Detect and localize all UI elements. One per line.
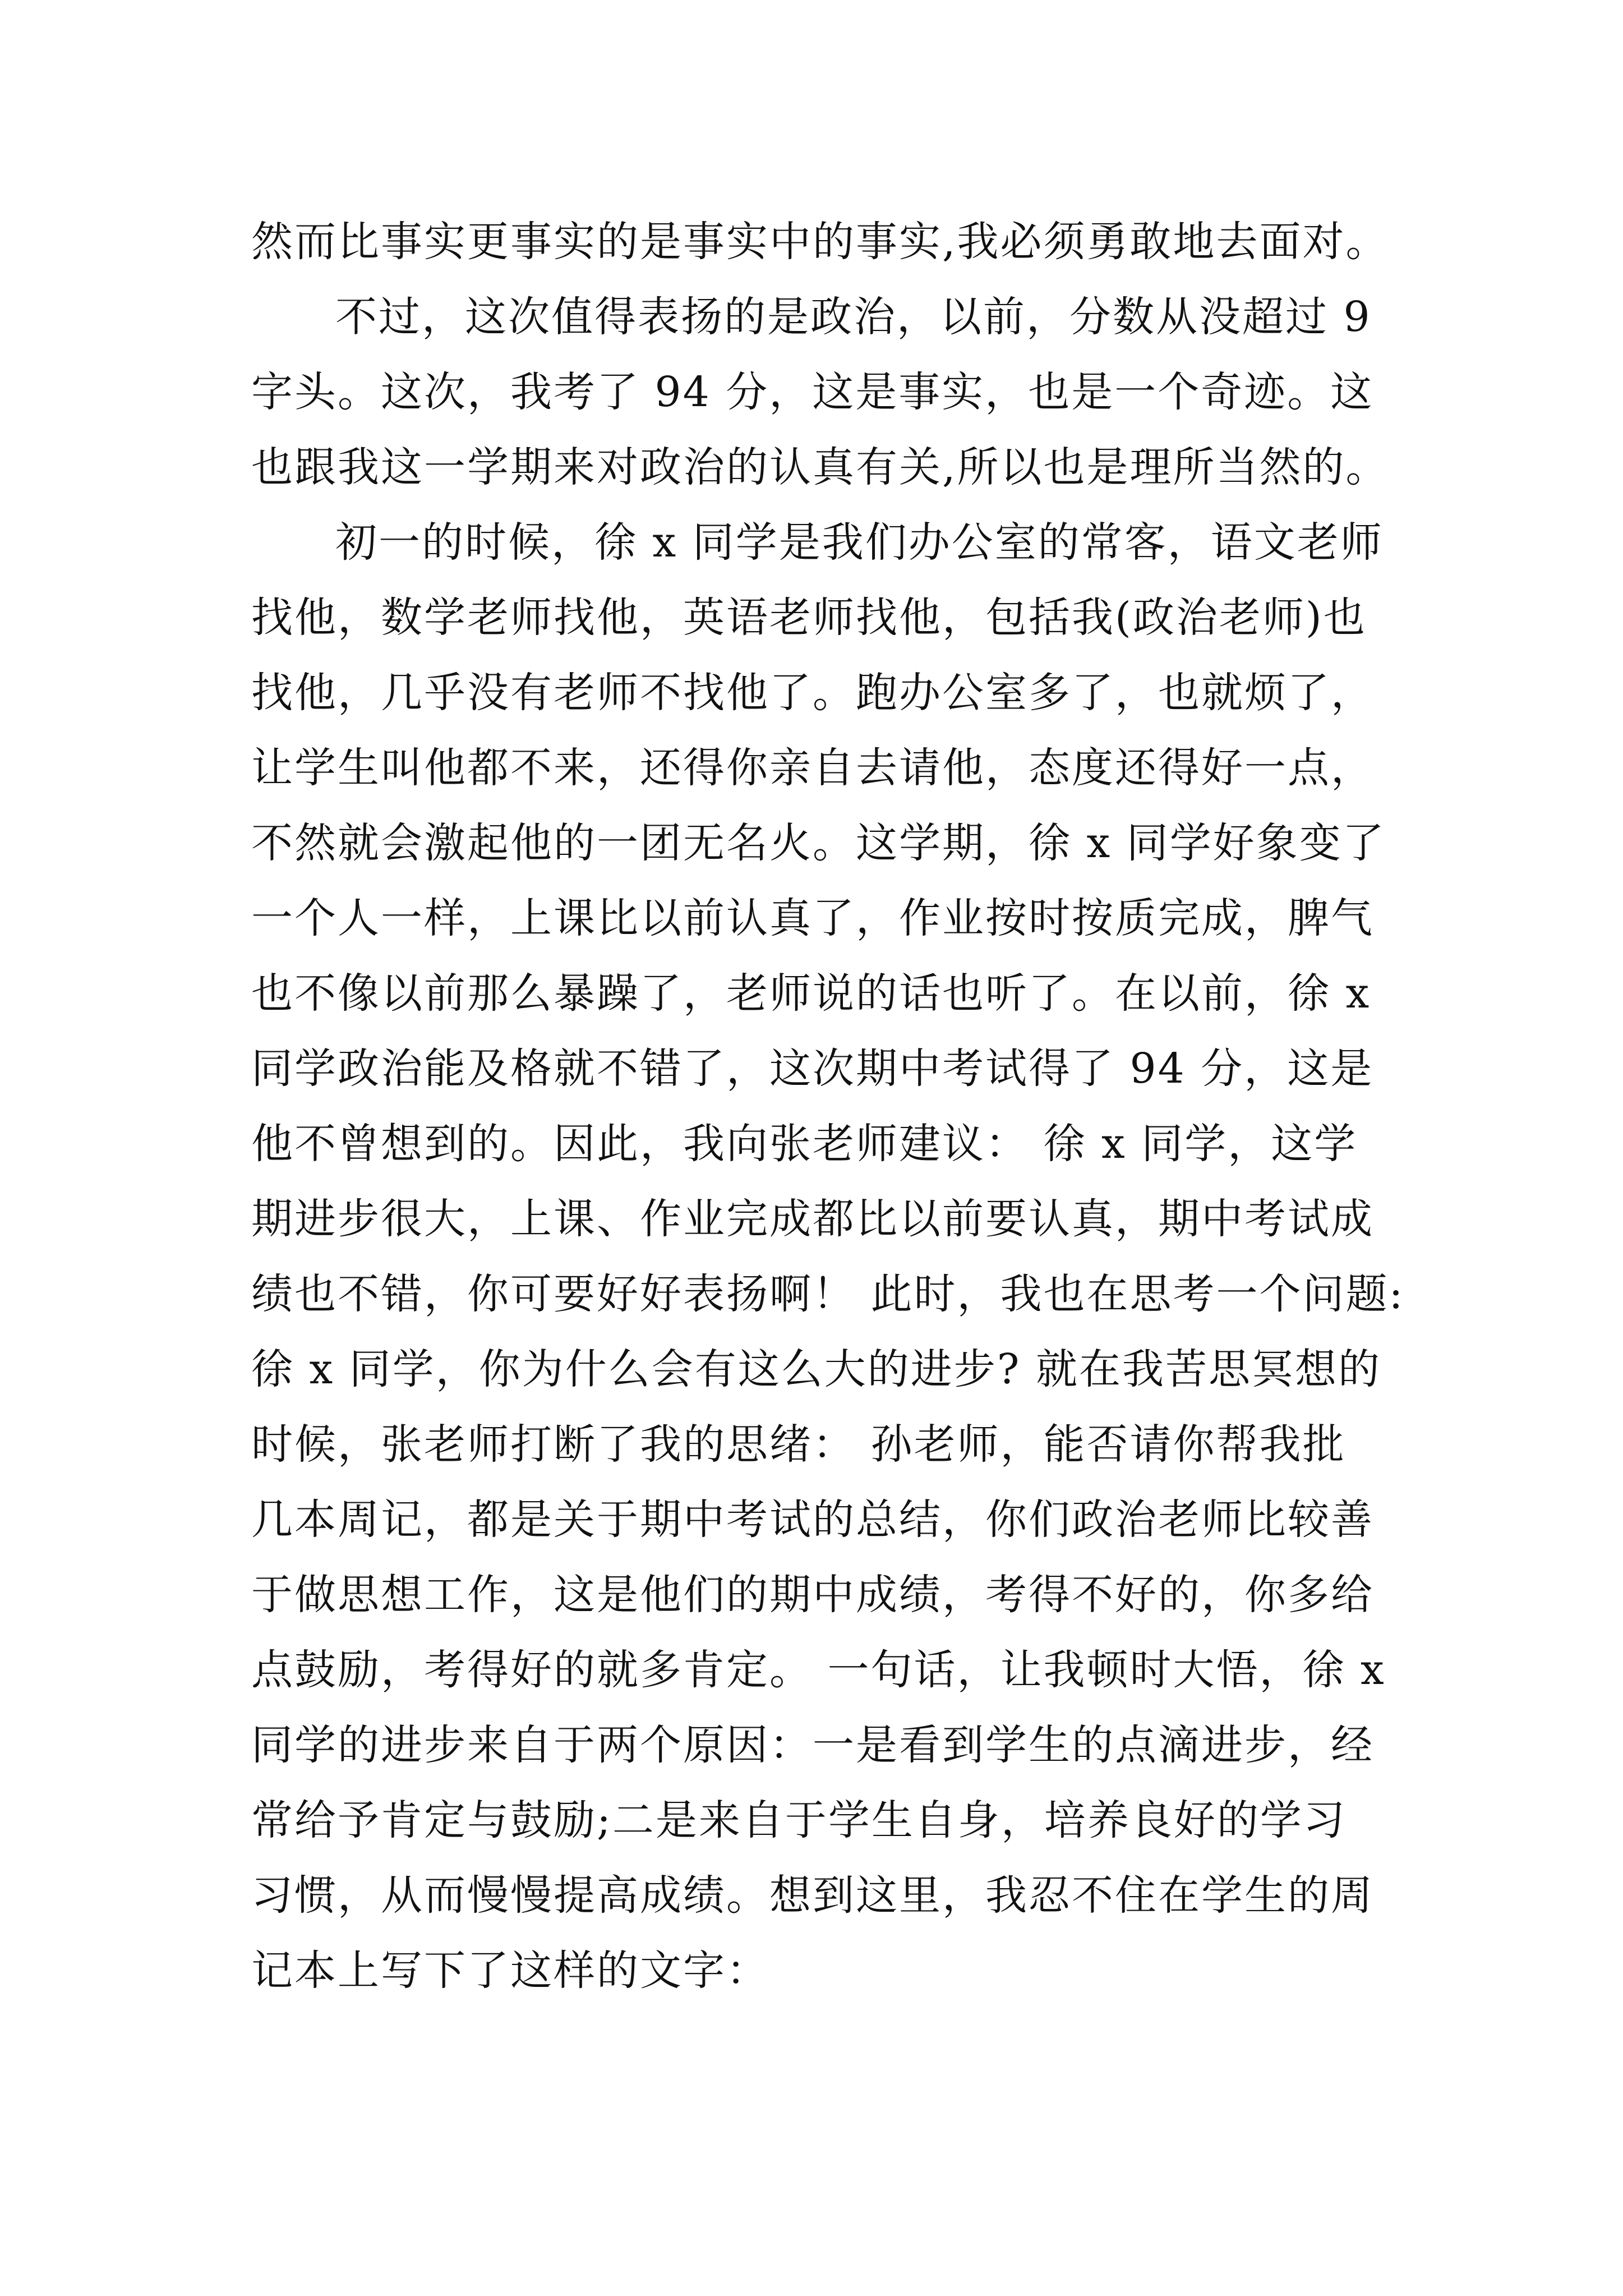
- text-line: 找他，数学老师找他，英语老师找他，包括我(政治老师)也: [251, 593, 1367, 642]
- text-line: 习惯，从而慢慢提高成绩。想到这里，我忍不住在学生的周: [251, 1871, 1374, 1920]
- text-line: 常给予肯定与鼓励;二是来自于学生自身，培养良好的学习: [251, 1796, 1347, 1844]
- text-line: 字头。这次，我考了 94 分，这是事实，也是一个奇迹。这: [251, 368, 1374, 416]
- text-line: 让学生叫他都不来，还得你亲自去请他，态度还得好一点，: [251, 744, 1374, 792]
- text-line: 记本上写下了这样的文字：: [251, 1947, 769, 1995]
- text-line: 不然就会激起他的一团无名火。这学期，徐 x 同学好象变了: [251, 819, 1386, 867]
- text-line: 同学的进步来自于两个原因：一是看到学生的点滴进步，经: [251, 1721, 1374, 1769]
- text-line: 徐 x 同学，你为什么会有这么大的进步? 就在我苦思冥想的: [251, 1345, 1381, 1393]
- text-line: 时候，张老师打断了我的思绪： 孙老师，能否请你帮我批: [251, 1420, 1346, 1469]
- text-line: 找他，几乎没有老师不找他了。跑办公室多了，也就烦了，: [251, 669, 1374, 717]
- text-line: 也跟我这一学期来对政治的认真有关,所以也是理所当然的。: [251, 443, 1389, 491]
- text-line: 也不像以前那么暴躁了，老师说的话也听了。在以前，徐 x: [251, 969, 1371, 1018]
- text-line: 一个人一样，上课比以前认真了，作业按时按质完成，脾气: [251, 894, 1374, 942]
- text-line: 于做思想工作，这是他们的期中成绩，考得不好的，你多给: [251, 1571, 1374, 1619]
- text-line: 他不曾想到的。因此，我向张老师建议： 徐 x 同学，这学: [251, 1120, 1358, 1168]
- text-line: 几本周记，都是关于期中考试的总结，你们政治老师比较善: [251, 1496, 1374, 1544]
- paragraph-start-line: 初一的时候，徐 x 同学是我们办公室的常客，语文老师: [335, 518, 1384, 567]
- text-line: 期进步很大，上课、作业完成都比以前要认真，期中考试成: [251, 1195, 1374, 1243]
- text-line: 绩也不错，你可要好好表扬啊！ 此时，我也在思考一个问题:: [251, 1270, 1405, 1318]
- text-line: 同学政治能及格就不错了，这次期中考试得了 94 分，这是: [251, 1045, 1374, 1093]
- text-line: 点鼓励，考得好的就多肯定。 一句话，让我顿时大悟，徐 x: [251, 1646, 1386, 1694]
- paragraph-start-line: 不过，这次值得表扬的是政治，以前，分数从没超过 9: [335, 293, 1372, 341]
- text-line: 然而比事实更事实的是事实中的事实,我必须勇敢地去面对。: [251, 218, 1389, 266]
- body-text: [251, 204, 1446, 2008]
